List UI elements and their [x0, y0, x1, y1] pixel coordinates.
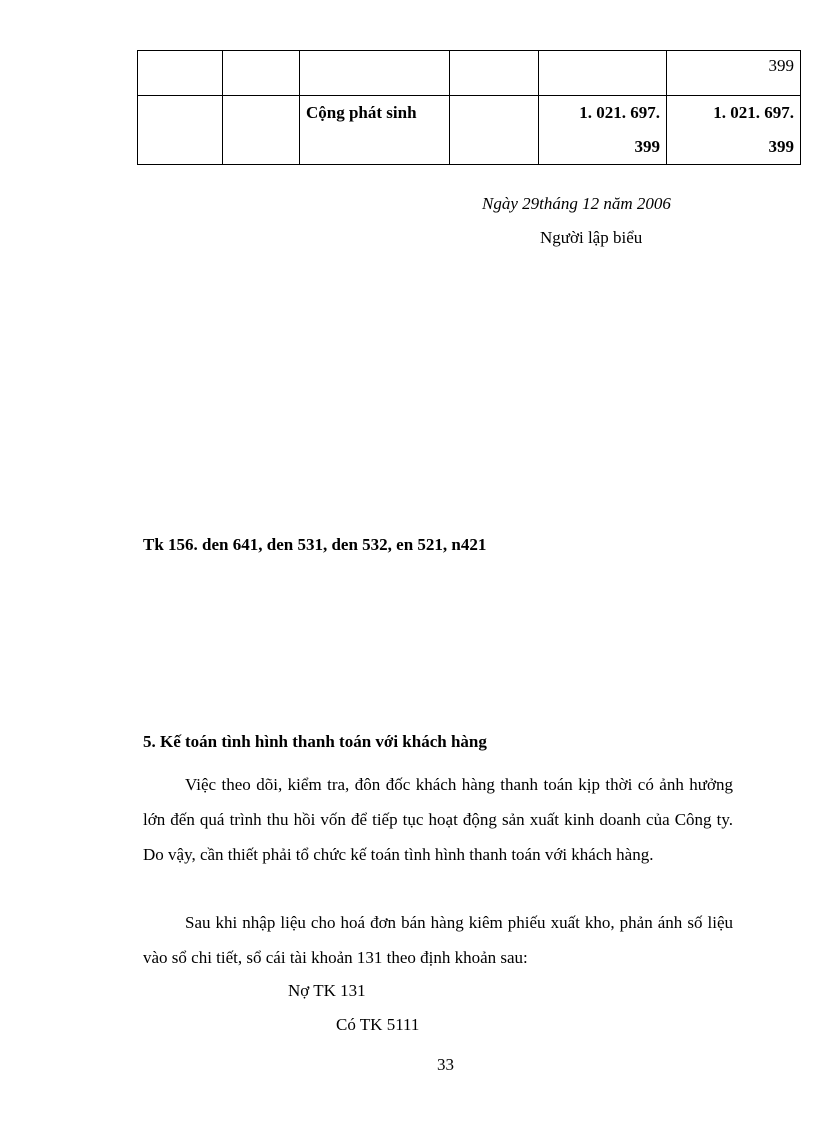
table-row — [138, 51, 801, 96]
total-label: Cộng phát sinh — [300, 96, 450, 165]
ledger-table — [137, 50, 801, 165]
table-cell — [223, 96, 300, 165]
table-cell-credit-continued: 399 — [667, 51, 801, 96]
entry-credit: Có TK 5111 — [336, 1015, 420, 1034]
section-heading: 5. Kế toán tình hình thanh toán với khách hàng — [143, 732, 487, 751]
table-cell — [450, 96, 539, 165]
table-cell — [138, 96, 223, 165]
table-cell — [539, 51, 667, 96]
total-debit: 1. 021. 697. 399 — [539, 96, 667, 165]
total-credit: 1. 021. 697. 399 — [667, 96, 801, 165]
entry-debit: Nợ TK 131 — [288, 981, 366, 1000]
table-row-total — [138, 96, 801, 165]
table-cell — [223, 51, 300, 96]
table-cell — [300, 51, 450, 96]
section-paragraph-1: Việc theo dõi, kiểm tra, đôn đốc khách hàng thanh toán kịp thời có ảnh hưởng lớn đến quá trình thu hồi vốn để tiếp tục hoạt động sản xuất kinh doanh của Công ty. Do vậy, cần thiết phải tổ chức kế toán tình hình thanh toán với khách hàng. — [143, 775, 733, 864]
table-cell — [138, 51, 223, 96]
signature-date: Ngày 29tháng 12 năm 2006 — [482, 194, 671, 213]
page-number: 33 — [437, 1055, 454, 1074]
signature-role: Người lập biểu — [540, 228, 643, 247]
section-paragraph-2: Sau khi nhập liệu cho hoá đơn bán hàng kiêm phiếu xuất kho, phản ánh số liệu vào sổ chi tiết, sổ cái tài khoản 131 theo định khoản sau: — [143, 913, 733, 967]
table-cell — [450, 51, 539, 96]
account-note: Tk 156. den 641, den 531, den 532, en 521, n421 — [143, 535, 487, 554]
